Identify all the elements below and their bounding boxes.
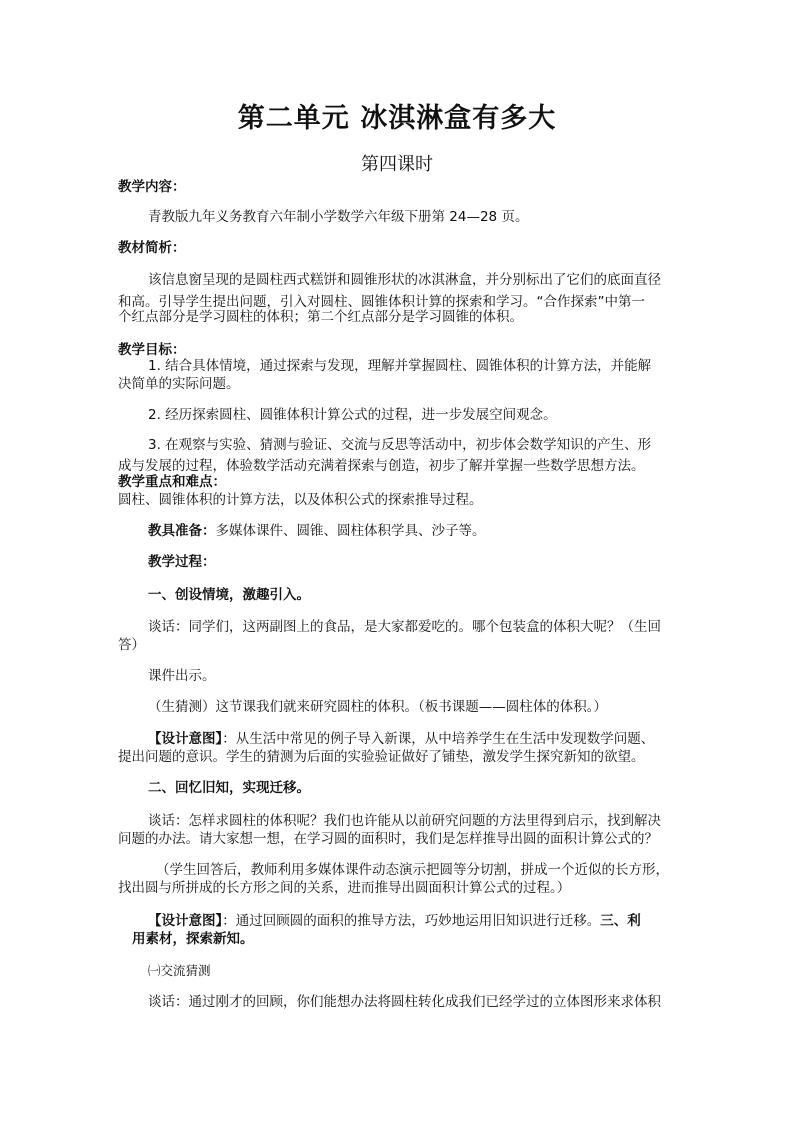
step-2-demo-line-1: （学生回答后，教师利用多媒体课件动态演示把圆等分切割，拼成一个近似的长方形， — [156, 862, 669, 878]
content-heading: 教学内容： — [118, 179, 186, 195]
step-2-heading: 二、回忆旧知，实现迁移。 — [148, 780, 310, 796]
step-1-show: 课件出示。 — [148, 668, 216, 684]
step-2-talk-line-1: 谈话：怎样求圆柱的体积呢？我们也许能从以前研究问题的方法里得到启示，找到解决 — [148, 813, 661, 829]
analysis-line-1: 该信息窗呈现的是圆柱西式糕饼和圆锥形状的冰淇淋盒，并分别标出了它们的底面直径 — [148, 272, 661, 288]
subsection-1-heading: ㈠交流猜测 — [148, 963, 211, 978]
intent-1-label: 【设计意图】 — [148, 731, 223, 747]
goal-2: 2. 经历探索圆柱、圆锥体积计算公式的过程，进一步发展空间观念。 — [148, 407, 557, 423]
step-1-talk-line-2: 答） — [118, 637, 145, 653]
page-subtitle: 第四课时 — [361, 154, 433, 175]
process-heading: 教学过程： — [148, 554, 216, 570]
tools-text: 多媒体课件、圆锥、圆柱体积学具、沙子等。 — [215, 523, 486, 539]
step-1-guess: （生猜测）这节课我们就来研究圆柱的体积。（板书课题——圆柱体的体积。） — [148, 699, 607, 715]
step-2-demo-line-2: 找出圆与所拼成的长方形之间的关系，进而推导出圆面积计算公式的过程。） — [118, 880, 571, 896]
analysis-line-2: 和高。引导学生提出问题，引入对圆柱、圆锥体积计算的探索和学习。“合作探索”中第一 — [118, 294, 645, 310]
step-1-talk-line-1: 谈话：同学们，这两副图上的食品，是大家都爱吃的。哪个包装盒的体积大呢？（生回 — [148, 619, 661, 635]
goal-3-line-1: 3. 在观察与实验、猜测与验证、交流与反思等活动中，初步体会数学知识的产生、形 — [148, 437, 652, 453]
intent-2-label: 【设计意图】 — [148, 913, 223, 929]
intent-2-text: ：通过回顾圆的面积的推导方法，巧妙地运用旧知识进行迁移。 — [222, 913, 601, 929]
keypoints-heading: 教学重点和难点： — [118, 474, 226, 490]
analysis-line-3: 个红点部分是学习圆柱的体积；第二个红点部分是学习圆锥的体积。 — [118, 309, 523, 325]
goal-1-line-2: 决简单的实际问题。 — [118, 376, 240, 392]
content-text: 青教版九年义务教育六年制小学数学六年级下册第 24—28 页。 — [148, 209, 529, 225]
step-1-heading: 一、创设情境，激趣引入。 — [148, 587, 310, 603]
step-3-heading-start: 三、利 — [600, 913, 641, 929]
page-title: 第二单元 冰淇淋盒有多大 — [237, 103, 557, 134]
tools-row — [148, 520, 713, 542]
tools-heading: 教具准备： — [148, 523, 216, 539]
intent-1-line-2: 提出问题的意识。学生的猜测为后面的实验验证做好了铺垫，激发学生探究新知的欲望。 — [118, 749, 645, 765]
goals-heading: 教学目标： — [118, 342, 186, 358]
goal-1-line-1: 1. 结合具体情境，通过探索与发现，理解并掌握圆柱、圆锥体积的计算方法，并能解 — [148, 358, 652, 374]
step-3-talk: 谈话：通过刚才的回顾，你们能想办法将圆柱转化成我们已经学过的立体图形来求体积 — [148, 994, 661, 1010]
step-2-talk-line-2: 问题的办法。请大家想一想，在学习圆的面积时，我们是怎样推导出圆的面积计算公式的？ — [118, 831, 658, 847]
step-3-heading-end: 用素材，探索新知。 — [132, 931, 254, 947]
analysis-heading: 教材简析： — [118, 240, 186, 256]
keypoints-text: 圆柱、圆锥体积的计算方法，以及体积公式的探索推导过程。 — [118, 492, 483, 508]
goal-3-line-2: 成与发展的过程，体验数学活动充满着探索与创造，初步了解并掌握一些数学思想方法。 — [118, 458, 645, 474]
intent-1-text: ：从生活中常见的例子导入新课，从中培养学生在生活中发现数学问题、 — [222, 731, 655, 747]
